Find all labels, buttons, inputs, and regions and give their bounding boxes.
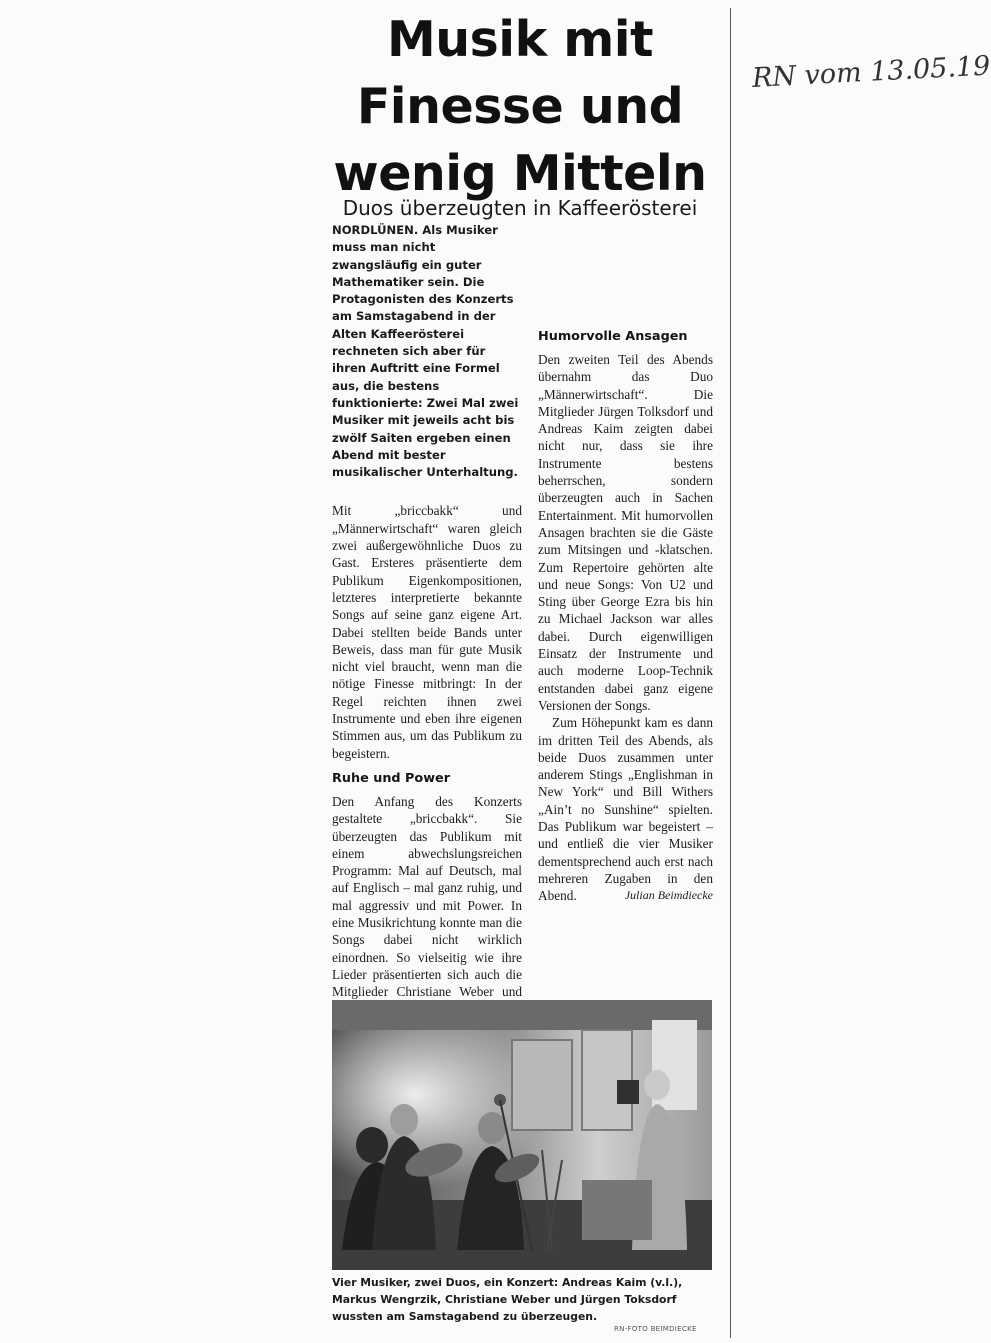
photo-caption: Vier Musiker, zwei Duos, ein Konzert: Andreas Kaim (v.l.), Markus Wengrzik, Christiane Weber und Jürgen Toksdorf wussten am Samstagabend zu überzeugen. [332,1276,683,1323]
concert-photo [332,1000,712,1270]
headline-line-1: Musik mit [386,11,654,68]
section-title-humorvolle-ansagen: Humorvolle Ansagen [538,329,688,344]
headline-line-2: Finesse und [356,78,684,135]
author-byline: Julian Beimdiecke [624,888,713,903]
article-headline [318,6,722,207]
paragraph-4 [538,714,713,904]
article-subheadline: Duos überzeugten in Kaffeerösterei [342,196,698,220]
concert-photo-image [332,1000,712,1270]
article-column-left [332,222,522,1087]
handwritten-source-note: RN vom 13.05.19 [751,50,991,94]
paragraph-2: Den Anfang des Konzerts gestaltete „briccbakk“. Sie überzeugten das Publikum mit einem abwechslungsreichen Programm: Mal auf Deutsch, mal auf Englisch – mal ganz ruhig, und mal aggressiv und mit Power. In eine Musikrichtung konnte man die Songs dabei nicht wirklich einordnen. So vielseitig wie ihre Lieder präsentierten sich auch die Mitglieder Christiane Weber und [332,793,522,1000]
paragraph-3: Den zweiten Teil des Abends übernahm das Duo „Männerwirtschaft“. Die Mitglieder Jürgen Tolksdorf und Andreas Kaim zeigten dabei nicht nur, dass sie ihre Instrumente bestens beherrschen, sondern überzeugten auch in Sachen Entertainment. Mit humorvollen Ansagen brachten sie die Gäste zum Mitsingen und -klatschen. Zum Repertoire gehörten alte und neue Songs: Von U2 und Sting über George Ezra bis hin zu Michael Jackson war alles dabei. Durch eigenwilligen Einsatz der Instrumente und auch moderne Loop-Technik entstanden dabei ganz eigene Versionen der Songs. [538,352,713,713]
section-title-ruhe-und-power: Ruhe und Power [332,770,451,786]
paragraph-1: Mit „briccbakk“ und „Männerwirtschaft“ waren gleich zwei außergewöhnliche Duos zu Gast. Ersteres präsentierte dem Publikum Eigenkompositionen, letzteres interpretierte bekannte Songs auf seine ganz eigene Art. Dabei stellten beide Bands unter Beweis, dass man für gute Musik nicht viel braucht, wenn man die nötige Finesse mitbringt: In der Regel reichten ihnen zwei Instrumente und eben ihre eigenen Stimmen aus, um das Publikum zu begeistern. [332,503,522,761]
column-rule [730,8,731,1338]
paragraph-4-text: Zum Höhepunkt kam es dann im dritten Teil des Abends, als beide Duos zusammen unter anderem Stings „Englishman in New York“ und Bill Withers „Ain’t no Sunshine“ spielten. Das Publikum war begeistert – und entließ die vier Musiker dementsprechend auch erst nach mehreren Zugaben in den Abend. [538,715,713,904]
article-column-right-flow [538,222,713,905]
photo-credit: RN-FOTO BEIMDIECKE [614,1325,697,1333]
headline-line-3: wenig Mitteln [333,145,707,202]
article-lead: NORDLÜNEN. Als Musiker muss man nicht zwangsläufig ein guter Mathematiker sein. Die Protagonisten des Konzerts am Samstagabend in der Alten Kaffeerösterei rechneten sich aber für ihren Auftritt eine Formel aus, die bestens funktionierte: Zwei Mal zwei Musiker mit jeweils acht bis zwölf Saiten ergeben einen Abend mit bester musikalischer Unterhaltung. [332,223,519,480]
